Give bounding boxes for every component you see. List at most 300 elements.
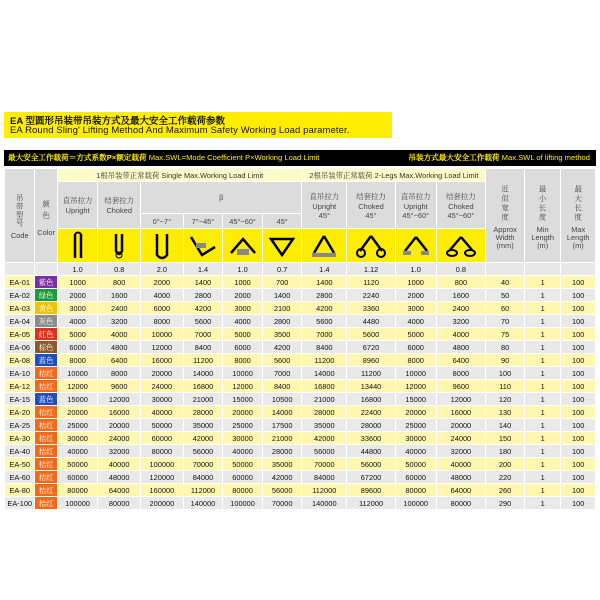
row-value: 64000 bbox=[98, 484, 141, 497]
method-cn: 吊装方式最大安全工作载荷 bbox=[408, 153, 500, 162]
maxlen-header-en: Max Length (m) bbox=[566, 224, 590, 250]
row-value: 42000 bbox=[183, 432, 223, 445]
row-value: 8000 bbox=[57, 354, 98, 367]
two-upright2-deg: 45°~60° bbox=[402, 210, 430, 220]
row-code: EA-05 bbox=[5, 328, 35, 341]
row-value: 6400 bbox=[436, 354, 486, 367]
row-value: 2240 bbox=[347, 289, 396, 302]
row-max-length: 100 bbox=[561, 341, 596, 354]
table-row bbox=[5, 419, 596, 432]
row-value: 30000 bbox=[141, 393, 184, 406]
row-max-length: 100 bbox=[561, 393, 596, 406]
row-width: 130 bbox=[486, 406, 525, 419]
row-code: EA-40 bbox=[5, 445, 35, 458]
formula-cn: 最大安全工作载荷＝方式系数P×额定载荷 bbox=[8, 153, 147, 162]
coef-5: 1.0 bbox=[223, 263, 263, 276]
row-value: 100000 bbox=[57, 497, 98, 510]
row-value: 3000 bbox=[57, 302, 98, 315]
row-value: 60000 bbox=[141, 432, 184, 445]
row-value: 4000 bbox=[57, 315, 98, 328]
row-value: 160000 bbox=[141, 484, 184, 497]
row-value: 2800 bbox=[183, 289, 223, 302]
row-code: EA-20 bbox=[5, 406, 35, 419]
row-value: 20000 bbox=[223, 406, 263, 419]
row-value: 50000 bbox=[395, 458, 436, 471]
basket-0-7-icon bbox=[141, 229, 184, 263]
row-value: 21000 bbox=[183, 393, 223, 406]
row-value: 8000 bbox=[141, 315, 184, 328]
row-width: 290 bbox=[486, 497, 525, 510]
two-choked-header bbox=[347, 182, 396, 229]
row-value: 32000 bbox=[436, 445, 486, 458]
row-value: 5000 bbox=[57, 328, 98, 341]
row-color: 棕色 bbox=[35, 341, 57, 354]
two-choked2-en: Choked bbox=[448, 201, 474, 211]
row-value: 5600 bbox=[347, 328, 396, 341]
row-value: 12000 bbox=[141, 341, 184, 354]
row-width: 50 bbox=[486, 289, 525, 302]
row-width: 70 bbox=[486, 315, 525, 328]
row-value: 120000 bbox=[141, 471, 184, 484]
row-value: 5000 bbox=[395, 328, 436, 341]
row-max-length: 100 bbox=[561, 367, 596, 380]
row-width: 260 bbox=[486, 484, 525, 497]
two-leg-choked-45-60-icon bbox=[436, 229, 486, 263]
row-value: 10000 bbox=[223, 367, 263, 380]
row-value: 12000 bbox=[57, 380, 98, 393]
row-width: 220 bbox=[486, 471, 525, 484]
load-table bbox=[4, 168, 596, 510]
row-value: 2400 bbox=[98, 302, 141, 315]
basket-7-45-icon bbox=[183, 229, 223, 263]
row-value: 80000 bbox=[141, 445, 184, 458]
basket-45-icon bbox=[262, 229, 302, 263]
row-value: 60000 bbox=[57, 471, 98, 484]
row-value: 15000 bbox=[395, 393, 436, 406]
row-value: 14000 bbox=[183, 367, 223, 380]
two-upright2-cn: 直吊拉力 bbox=[400, 191, 431, 201]
row-value: 20000 bbox=[141, 367, 184, 380]
row-width: 60 bbox=[486, 302, 525, 315]
row-value: 112000 bbox=[347, 497, 396, 510]
row-value: 4800 bbox=[436, 341, 486, 354]
row-value: 13440 bbox=[347, 380, 396, 393]
basket-45-60-icon bbox=[223, 229, 263, 263]
row-max-length: 100 bbox=[561, 276, 596, 289]
min-length-header bbox=[524, 169, 561, 263]
width-header-en: Approx Width (mm) bbox=[493, 224, 517, 250]
row-width: 40 bbox=[486, 276, 525, 289]
row-value: 3200 bbox=[436, 315, 486, 328]
row-max-length: 100 bbox=[561, 445, 596, 458]
row-value: 48000 bbox=[98, 471, 141, 484]
upright-en: Upright bbox=[65, 206, 90, 215]
table-row bbox=[5, 354, 596, 367]
two-upright-header bbox=[302, 182, 347, 229]
choked-en: Choked bbox=[106, 206, 132, 215]
row-value: 16000 bbox=[98, 406, 141, 419]
width-header-cn: 近似宽度 bbox=[500, 184, 510, 223]
formula-en: Max.SWL=Mode Coefficient P×Working Load Limit bbox=[148, 153, 320, 162]
row-width: 140 bbox=[486, 419, 525, 432]
table-row bbox=[5, 341, 596, 354]
table-row bbox=[5, 393, 596, 406]
row-value: 5000 bbox=[223, 328, 263, 341]
row-max-length: 100 bbox=[561, 458, 596, 471]
row-value: 20000 bbox=[395, 406, 436, 419]
row-value: 21000 bbox=[302, 393, 347, 406]
row-value: 24000 bbox=[141, 380, 184, 393]
row-value: 35000 bbox=[302, 419, 347, 432]
row-value: 16000 bbox=[141, 354, 184, 367]
row-value: 9600 bbox=[436, 380, 486, 393]
row-value: 64000 bbox=[436, 484, 486, 497]
row-value: 15000 bbox=[223, 393, 263, 406]
choked-sling-icon bbox=[98, 229, 141, 263]
formula-right bbox=[408, 152, 590, 163]
row-value: 3360 bbox=[347, 302, 396, 315]
row-value: 80000 bbox=[436, 497, 486, 510]
row-min-length: 1 bbox=[524, 458, 561, 471]
row-value: 60000 bbox=[223, 471, 263, 484]
row-max-length: 100 bbox=[561, 484, 596, 497]
table-row bbox=[5, 497, 596, 510]
row-value: 11200 bbox=[183, 354, 223, 367]
row-value: 4000 bbox=[98, 328, 141, 341]
row-color: 桔红 bbox=[35, 432, 57, 445]
row-value: 11200 bbox=[347, 367, 396, 380]
table-row bbox=[5, 302, 596, 315]
two-choked2-cn: 结套拉力 bbox=[446, 191, 476, 201]
row-value: 22400 bbox=[347, 406, 396, 419]
row-color: 桔红 bbox=[35, 380, 57, 393]
row-value: 20000 bbox=[436, 419, 486, 432]
row-value: 140000 bbox=[302, 497, 347, 510]
row-min-length: 1 bbox=[524, 302, 561, 315]
row-code: EA-50 bbox=[5, 458, 35, 471]
row-value: 140000 bbox=[183, 497, 223, 510]
title-en: EA Round Sling' Lifting Method And Maximum Safety Working Load parameter. bbox=[10, 125, 350, 136]
two-group-header: 2根吊装带正常载荷 2-Legs Max.Working Load Limit bbox=[302, 169, 486, 182]
row-min-length: 1 bbox=[524, 471, 561, 484]
row-value: 6000 bbox=[141, 302, 184, 315]
row-value: 14000 bbox=[262, 406, 302, 419]
table-row bbox=[5, 380, 596, 393]
two-leg-upright-icon bbox=[302, 229, 347, 263]
row-value: 4480 bbox=[347, 315, 396, 328]
row-value: 40000 bbox=[223, 445, 263, 458]
table-row bbox=[5, 484, 596, 497]
row-value: 100000 bbox=[141, 458, 184, 471]
row-value: 70000 bbox=[262, 497, 302, 510]
row-value: 5600 bbox=[183, 315, 223, 328]
row-value: 30000 bbox=[57, 432, 98, 445]
row-value: 56000 bbox=[262, 484, 302, 497]
row-value: 11200 bbox=[302, 354, 347, 367]
row-value: 2000 bbox=[141, 276, 184, 289]
row-value: 1120 bbox=[347, 276, 396, 289]
row-color: 桔红 bbox=[35, 484, 57, 497]
row-code: EA-01 bbox=[5, 276, 35, 289]
two-choked2-header bbox=[436, 182, 486, 229]
row-value: 6400 bbox=[98, 354, 141, 367]
row-value: 5600 bbox=[262, 354, 302, 367]
angle-45-60: 45°~60° bbox=[223, 214, 263, 229]
row-value: 42000 bbox=[262, 471, 302, 484]
row-value: 1600 bbox=[98, 289, 141, 302]
code-header-en: Code bbox=[10, 231, 29, 240]
row-max-length: 100 bbox=[561, 328, 596, 341]
beta-header: β bbox=[141, 182, 302, 214]
two-upright-en: Upright bbox=[312, 201, 337, 211]
upright-header bbox=[57, 182, 98, 229]
row-min-length: 1 bbox=[524, 276, 561, 289]
two-choked2-deg: 45°~60° bbox=[447, 210, 475, 220]
row-width: 100 bbox=[486, 367, 525, 380]
maxlen-header-cn: 最大长度 bbox=[573, 184, 583, 223]
row-value: 40000 bbox=[436, 458, 486, 471]
method-en: Max.SWL of lifting method bbox=[501, 153, 590, 162]
row-max-length: 100 bbox=[561, 471, 596, 484]
row-value: 67200 bbox=[347, 471, 396, 484]
row-min-length: 1 bbox=[524, 315, 561, 328]
row-value: 10000 bbox=[395, 367, 436, 380]
row-value: 8400 bbox=[183, 341, 223, 354]
color-header bbox=[35, 169, 57, 263]
row-value: 1000 bbox=[223, 276, 263, 289]
table-row bbox=[5, 458, 596, 471]
row-value: 3000 bbox=[223, 302, 263, 315]
row-min-length: 1 bbox=[524, 367, 561, 380]
row-value: 3200 bbox=[98, 315, 141, 328]
row-code: EA-30 bbox=[5, 432, 35, 445]
row-value: 40000 bbox=[98, 458, 141, 471]
row-min-length: 1 bbox=[524, 354, 561, 367]
row-value: 112000 bbox=[302, 484, 347, 497]
row-value: 28000 bbox=[262, 445, 302, 458]
row-code: EA-60 bbox=[5, 471, 35, 484]
row-color: 桔红 bbox=[35, 445, 57, 458]
row-value: 4000 bbox=[395, 315, 436, 328]
row-max-length: 100 bbox=[561, 289, 596, 302]
row-value: 80000 bbox=[223, 484, 263, 497]
title-cn: EA 型圆形吊装带吊装方式及最大安全工作载荷参数 bbox=[10, 116, 225, 127]
row-max-length: 100 bbox=[561, 419, 596, 432]
table-row bbox=[5, 367, 596, 380]
row-max-length: 100 bbox=[561, 302, 596, 315]
coef-9: 1.0 bbox=[395, 263, 436, 276]
row-value: 30000 bbox=[395, 432, 436, 445]
row-code: EA-08 bbox=[5, 354, 35, 367]
row-value: 8000 bbox=[436, 367, 486, 380]
table-row bbox=[5, 315, 596, 328]
row-value: 56000 bbox=[347, 458, 396, 471]
row-value: 24000 bbox=[436, 432, 486, 445]
table-row bbox=[5, 432, 596, 445]
row-value: 17500 bbox=[262, 419, 302, 432]
row-value: 16000 bbox=[436, 406, 486, 419]
row-value: 70000 bbox=[302, 458, 347, 471]
row-value: 16800 bbox=[302, 380, 347, 393]
row-value: 28000 bbox=[302, 406, 347, 419]
row-value: 25000 bbox=[57, 419, 98, 432]
row-value: 14000 bbox=[302, 367, 347, 380]
row-code: EA-04 bbox=[5, 315, 35, 328]
row-value: 4000 bbox=[223, 315, 263, 328]
title-banner bbox=[4, 112, 392, 138]
two-upright-cn: 直吊拉力 bbox=[309, 191, 340, 201]
minlen-header-cn: 最小长度 bbox=[538, 184, 548, 223]
row-value: 12000 bbox=[395, 380, 436, 393]
row-value: 4200 bbox=[302, 302, 347, 315]
row-value: 33600 bbox=[347, 432, 396, 445]
row-value: 28000 bbox=[183, 406, 223, 419]
row-width: 110 bbox=[486, 380, 525, 393]
row-max-length: 100 bbox=[561, 497, 596, 510]
row-value: 8000 bbox=[395, 354, 436, 367]
row-value: 35000 bbox=[262, 458, 302, 471]
row-min-length: 1 bbox=[524, 445, 561, 458]
row-value: 48000 bbox=[436, 471, 486, 484]
row-value: 16800 bbox=[347, 393, 396, 406]
table-row bbox=[5, 471, 596, 484]
code-header bbox=[5, 169, 35, 263]
row-value: 9600 bbox=[98, 380, 141, 393]
row-value: 4200 bbox=[262, 341, 302, 354]
row-value: 40000 bbox=[395, 445, 436, 458]
coef-2: 0.8 bbox=[98, 263, 141, 276]
row-value: 1000 bbox=[57, 276, 98, 289]
row-value: 15000 bbox=[57, 393, 98, 406]
row-code: EA-03 bbox=[5, 302, 35, 315]
row-value: 24000 bbox=[98, 432, 141, 445]
row-code: EA-80 bbox=[5, 484, 35, 497]
row-color: 灰色 bbox=[35, 315, 57, 328]
row-color: 绿色 bbox=[35, 289, 57, 302]
row-color: 桔红 bbox=[35, 471, 57, 484]
formula-left bbox=[8, 152, 319, 163]
row-value: 7000 bbox=[183, 328, 223, 341]
row-code: EA-02 bbox=[5, 289, 35, 302]
row-value: 800 bbox=[436, 276, 486, 289]
coef-1: 1.0 bbox=[57, 263, 98, 276]
row-value: 44800 bbox=[347, 445, 396, 458]
row-color: 桔红 bbox=[35, 367, 57, 380]
row-value: 2000 bbox=[395, 289, 436, 302]
row-max-length: 100 bbox=[561, 406, 596, 419]
row-value: 3500 bbox=[262, 328, 302, 341]
row-value: 112000 bbox=[183, 484, 223, 497]
upright-sling-icon bbox=[57, 229, 98, 263]
row-value: 1400 bbox=[262, 289, 302, 302]
row-color: 桔红 bbox=[35, 406, 57, 419]
row-value: 7000 bbox=[262, 367, 302, 380]
row-value: 3000 bbox=[395, 302, 436, 315]
row-width: 80 bbox=[486, 341, 525, 354]
row-value: 16800 bbox=[183, 380, 223, 393]
row-value: 50000 bbox=[223, 458, 263, 471]
row-width: 180 bbox=[486, 445, 525, 458]
row-value: 2800 bbox=[302, 289, 347, 302]
row-code: EA-12 bbox=[5, 380, 35, 393]
row-value: 100000 bbox=[395, 497, 436, 510]
minlen-header-en: Min Length (m) bbox=[531, 224, 554, 250]
upright-cn: 直吊拉力 bbox=[62, 196, 93, 205]
max-length-header bbox=[561, 169, 596, 263]
row-color: 桔红 bbox=[35, 497, 57, 510]
row-value: 800 bbox=[98, 276, 141, 289]
choked-cn: 结套拉力 bbox=[104, 196, 134, 205]
row-value: 12000 bbox=[98, 393, 141, 406]
row-value: 4800 bbox=[98, 341, 141, 354]
row-value: 6000 bbox=[395, 341, 436, 354]
two-upright2-header bbox=[395, 182, 436, 229]
two-choked-cn: 结套拉力 bbox=[356, 191, 386, 201]
row-value: 8400 bbox=[302, 341, 347, 354]
row-value: 70000 bbox=[183, 458, 223, 471]
row-width: 75 bbox=[486, 328, 525, 341]
table-body bbox=[5, 276, 596, 510]
row-color: 紫色 bbox=[35, 276, 57, 289]
row-value: 4000 bbox=[436, 328, 486, 341]
row-code: EA-25 bbox=[5, 419, 35, 432]
coef-7: 1.4 bbox=[302, 263, 347, 276]
row-min-length: 1 bbox=[524, 380, 561, 393]
row-value: 84000 bbox=[183, 471, 223, 484]
two-leg-choked-icon bbox=[347, 229, 396, 263]
coef-3: 2.0 bbox=[141, 263, 184, 276]
row-width: 120 bbox=[486, 393, 525, 406]
row-min-length: 1 bbox=[524, 393, 561, 406]
row-value: 200000 bbox=[141, 497, 184, 510]
row-max-length: 100 bbox=[561, 380, 596, 393]
choked-header bbox=[98, 182, 141, 229]
row-min-length: 1 bbox=[524, 406, 561, 419]
two-leg-upright-45-60-icon bbox=[395, 229, 436, 263]
row-max-length: 100 bbox=[561, 315, 596, 328]
width-header bbox=[486, 169, 525, 263]
row-code: EA-10 bbox=[5, 367, 35, 380]
row-max-length: 100 bbox=[561, 354, 596, 367]
row-value: 50000 bbox=[141, 419, 184, 432]
row-value: 42000 bbox=[302, 432, 347, 445]
row-value: 12000 bbox=[436, 393, 486, 406]
row-value: 89600 bbox=[347, 484, 396, 497]
row-value: 80000 bbox=[98, 497, 141, 510]
two-choked-deg: 45° bbox=[365, 210, 377, 220]
row-value: 100000 bbox=[223, 497, 263, 510]
row-value: 80000 bbox=[395, 484, 436, 497]
table-row bbox=[5, 445, 596, 458]
row-value: 84000 bbox=[302, 471, 347, 484]
formula-bar bbox=[4, 150, 596, 166]
coef-4: 1.4 bbox=[183, 263, 223, 276]
row-value: 35000 bbox=[183, 419, 223, 432]
row-value: 10000 bbox=[57, 367, 98, 380]
row-value: 5600 bbox=[302, 315, 347, 328]
row-value: 56000 bbox=[183, 445, 223, 458]
row-max-length: 100 bbox=[561, 432, 596, 445]
row-value: 2100 bbox=[262, 302, 302, 315]
two-upright-deg: 45° bbox=[318, 210, 330, 220]
row-value: 8960 bbox=[347, 354, 396, 367]
row-value: 7000 bbox=[302, 328, 347, 341]
row-code: EA-100 bbox=[5, 497, 35, 510]
color-header-en: Color bbox=[37, 228, 55, 237]
angle-7-45: 7°~45° bbox=[183, 214, 223, 229]
row-value: 1400 bbox=[302, 276, 347, 289]
row-value: 20000 bbox=[98, 419, 141, 432]
